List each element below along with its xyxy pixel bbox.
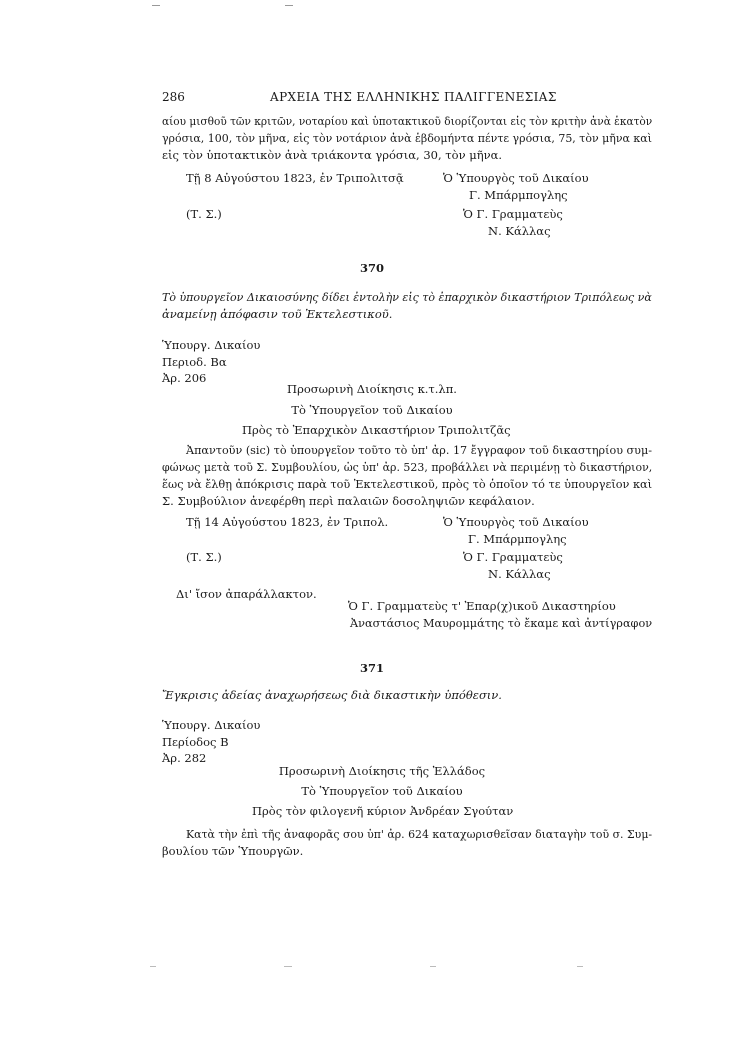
copy-attestation: Ἀναστάσιος Μαυρομμάτης τὸ ἔκαμε καὶ ἀντίγραφον bbox=[350, 616, 653, 630]
text-line: γρόσια, 100, τὸν μῆνα, εἰς τὸν νοτάριον ἀνὰ ἑβδομήντα πέντε γρόσια, 75, τὸν μῆνα καὶ bbox=[162, 131, 652, 145]
text-line: εἰς τὸν ὑποτακτικὸν ἀνὰ τριάκοντα γρόσια, 30, τὸν μῆνα. bbox=[162, 148, 503, 162]
document-number: 370 bbox=[359, 261, 384, 275]
heading-line: Τὸ Ὑπουργεῖον τοῦ Δικαίου bbox=[291, 403, 453, 417]
body-line: φώνως μετὰ τοῦ Σ. Συμβουλίου, ὡς ὑπ' ἀρ. 523, προβάλλει νὰ περιμένῃ τὸ δικαστήριον, bbox=[162, 460, 653, 474]
document-summary: Ἔγκρισις ἀδείας ἀναχωρήσεως διὰ δικαστικὴν ὑπόθεσιν. bbox=[162, 688, 502, 702]
document-summary: ἀναμείνῃ ἀπόφασιν τοῦ Ἐκτελεστικοῦ. bbox=[162, 307, 393, 321]
copy-note: Δι' ἴσον ἀπαράλλακτον. bbox=[176, 587, 317, 601]
body-line: Ἀπαντοῦν (sic) τὸ ὑπουργεῖον τοῦτο τὸ ὑπ' ἀρ. 17 ἔγγραφον τοῦ δικαστηρίου συμ- bbox=[186, 443, 653, 457]
document-summary: Τὸ ὑπουργεῖον Δικαιοσύνης δίδει ἐντολὴν εἰς τὸ ἐπαρχικὸν δικαστήριον Τριπόλεως νὰ bbox=[162, 290, 652, 304]
seal-mark: (Τ. Σ.) bbox=[186, 207, 222, 221]
reference-line: Ὑπουργ. Δικαίου bbox=[162, 718, 261, 732]
body-line: Κατὰ τὴν ἐπὶ τῆς ἀναφορᾶς σου ὑπ' ἀρ. 624 καταχωρισθεῖσαν διαταγὴν τοῦ σ. Συμ- bbox=[186, 827, 653, 841]
heading-line: Προσωρινὴ Διοίκησις κ.τ.λπ. bbox=[287, 382, 457, 396]
signature-name: Ν. Κάλλας bbox=[488, 224, 551, 238]
body-line: ἕως νὰ ἔλθῃ ἀπόκρισις παρὰ τοῦ Ἐκτελεστικοῦ, πρὸς τὸ ὁποῖον τό τε ὑπουργεῖον καὶ bbox=[162, 477, 653, 491]
date-place: Τῇ 8 Αὐγούστου 1823, ἐν Τριπολιτσᾷ bbox=[186, 171, 404, 185]
signature-name: Γ. Μπάρμπογλης bbox=[469, 188, 568, 202]
scan-mark bbox=[152, 5, 160, 6]
reference-line: Ὑπουργ. Δικαίου bbox=[162, 338, 261, 352]
heading-line: Προσωρινὴ Διοίκησις τῆς Ἑλλάδος bbox=[278, 764, 486, 778]
date-place: Τῇ 14 Αὐγούστου 1823, ἐν Τριπολ. bbox=[186, 515, 389, 529]
text-line: αίου μισθοῦ τῶν κριτῶν, νοταρίου καὶ ὑποτακτικοῦ διορίζονται εἰς τὸν κριτὴν ἀνὰ ἑκατὸν bbox=[162, 114, 653, 128]
scan-mark bbox=[285, 5, 293, 6]
reference-line: Ἀρ. 206 bbox=[162, 371, 207, 385]
heading-line: Πρὸς τὸ Ἐπαρχικὸν Δικαστήριον Τριπολιτζᾶς bbox=[242, 423, 511, 437]
body-line: βουλίου τῶν Ὑπουργῶν. bbox=[162, 844, 304, 858]
scan-mark bbox=[577, 966, 583, 967]
page-number: 286 bbox=[162, 90, 185, 104]
signature-role: Ὁ Ὑπουργὸς τοῦ Δικαίου bbox=[443, 171, 589, 185]
reference-line: Περιοδ. Βα bbox=[162, 355, 227, 369]
reference-line: Ἀρ. 282 bbox=[162, 751, 207, 765]
signature-name: Γ. Μπάρμπογλης bbox=[468, 532, 567, 546]
signature-role: Ὁ Ὑπουργὸς τοῦ Δικαίου bbox=[443, 515, 589, 529]
scan-mark bbox=[150, 966, 156, 967]
signature-role: Ὁ Γ. Γραμματεὺς bbox=[463, 550, 563, 564]
scan-mark bbox=[430, 966, 436, 967]
copy-attestation: Ὁ Γ. Γραμματεὺς τ' Ἐπαρ(χ)ικοῦ Δικαστηρίου bbox=[348, 599, 616, 613]
seal-mark: (Τ. Σ.) bbox=[186, 550, 222, 564]
signature-role: Ὁ Γ. Γραμματεὺς bbox=[463, 207, 563, 221]
heading-line: Πρὸς τὸν φιλογενῆ κύριον Ἀνδρέαν Σγούταν bbox=[252, 804, 514, 818]
scan-mark bbox=[284, 966, 292, 967]
reference-line: Περίοδος Β bbox=[162, 735, 229, 749]
running-title: ΑΡΧΕΙΑ ΤΗΣ ΕΛΛΗΝΙΚΗΣ ΠΑΛΙΓΓΕΝΕΣΙΑΣ bbox=[270, 90, 557, 104]
signature-name: Ν. Κάλλας bbox=[488, 567, 551, 581]
document-number: 371 bbox=[359, 661, 384, 675]
heading-line: Τὸ Ὑπουργεῖον τοῦ Δικαίου bbox=[301, 784, 463, 798]
body-line: Σ. Συμβούλιον ἀνεφέρθη περὶ παλαιῶν δοσοληψιῶν κεφάλαιον. bbox=[162, 494, 535, 508]
